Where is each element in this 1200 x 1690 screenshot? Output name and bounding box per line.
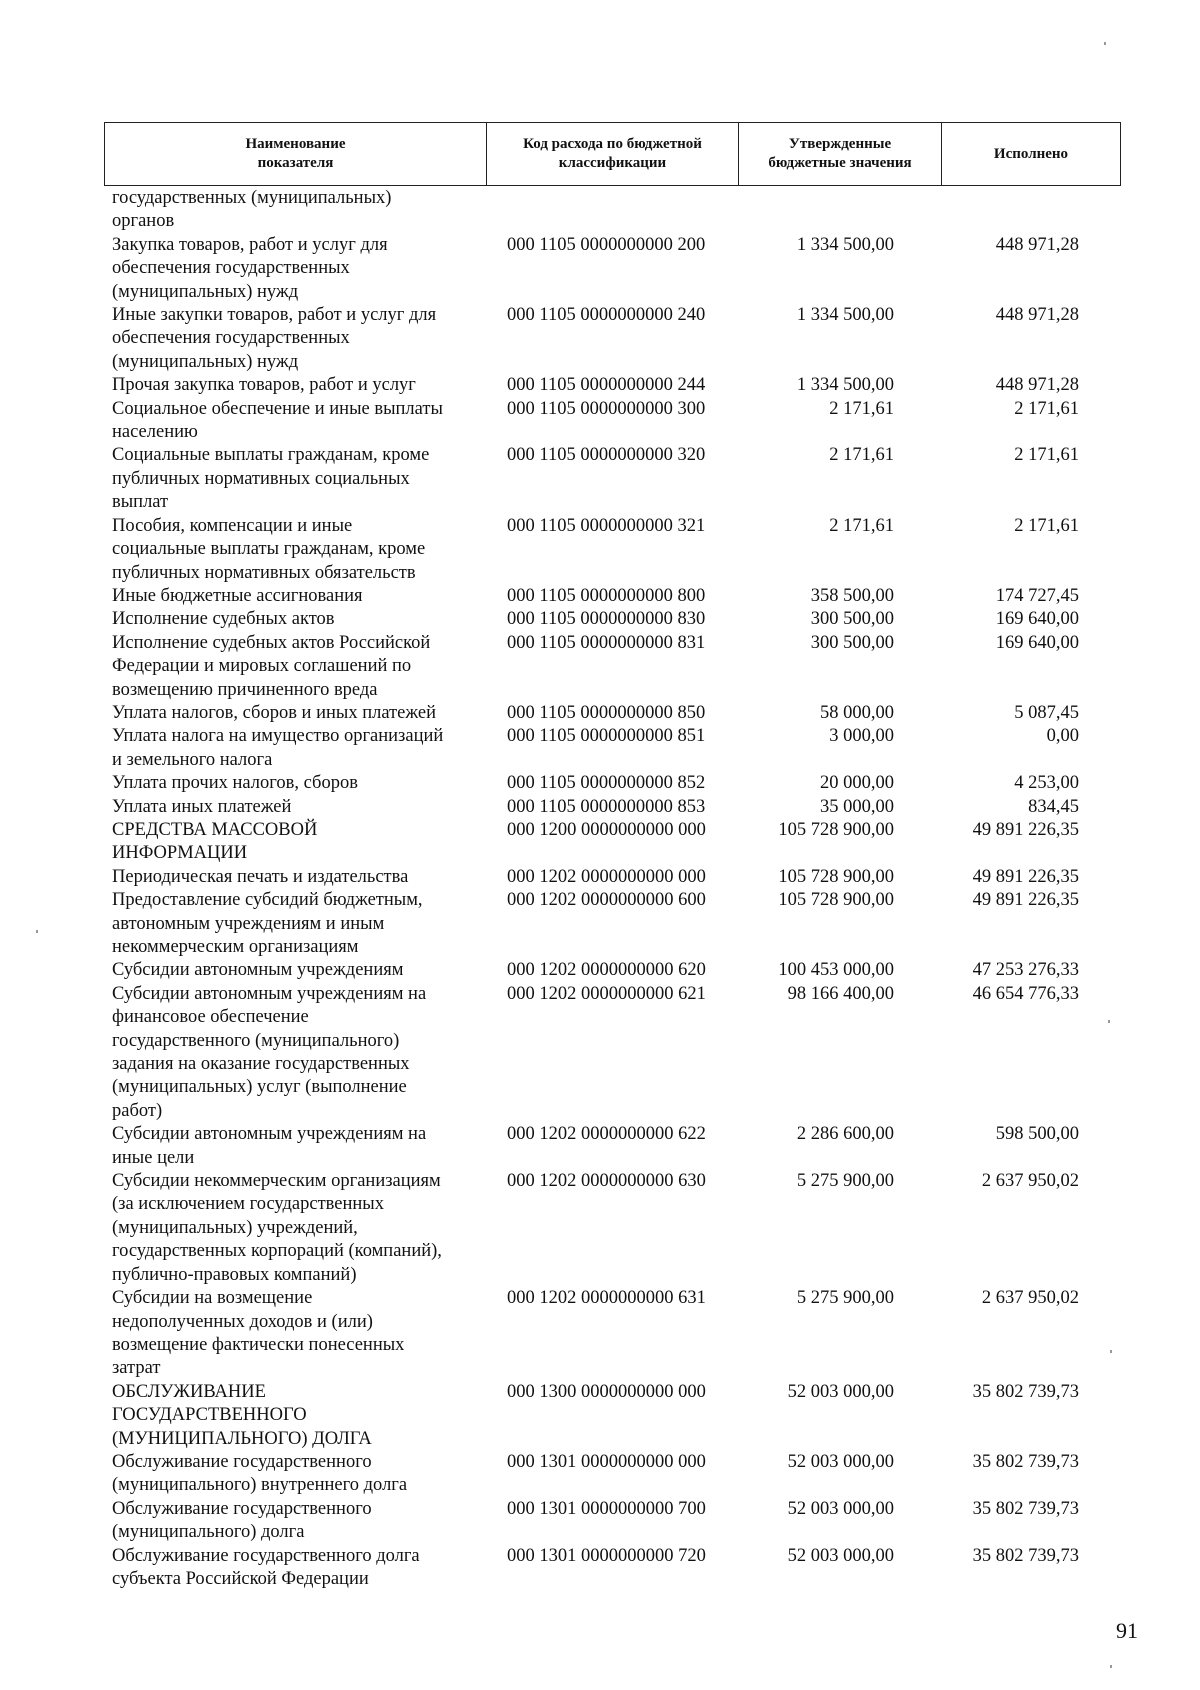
row-name-cell: государственных (муниципальных) органов [112,188,392,232]
row-name-cell: Прочая закупка товаров, работ и услуг [112,375,416,396]
row-approved-cell: 98 166 400,00 [787,983,894,1004]
row-name-cell: Пособия, компенсации и иные социальные выплаты гражданам, кроме публичных нормативных обязательств [112,515,426,583]
row-code-cell: 000 1301 0000000000 720 [507,1545,706,1566]
table-row [112,702,1122,725]
table-row [112,374,1122,397]
row-approved-cell: 52 003 000,00 [787,1498,894,1519]
row-approved-cell: 1 334 500,00 [796,375,894,396]
row-code-cell: 000 1105 0000000000 321 [507,515,706,536]
table-row [112,889,1122,959]
row-approved-cell: 105 728 900,00 [778,890,894,911]
scan-speck [1108,1020,1110,1023]
row-name-cell: Субсидии автономным учреждениям [112,960,404,981]
row-code-cell: 000 1105 0000000000 850 [507,702,706,723]
row-name-cell: Социальное обеспечение и иные выплаты населению [112,398,443,443]
table-row [112,398,1122,445]
row-executed-cell: 35 802 739,73 [972,1381,1079,1402]
table-row [112,1381,1122,1451]
row-code-cell: 000 1202 0000000000 630 [507,1171,706,1192]
row-name-cell: Иные бюджетные ассигнования [112,585,363,606]
row-executed-cell: 169 640,00 [995,609,1079,630]
row-code-cell: 000 1105 0000000000 831 [507,632,706,653]
row-code-cell: 000 1105 0000000000 800 [507,585,706,606]
table-row [112,1123,1122,1170]
row-code-cell: 000 1202 0000000000 621 [507,983,706,1004]
row-name-cell: Уплата налога на имущество организаций и земельного налога [112,726,444,770]
row-name-cell: Уплата прочих налогов, сборов [112,773,358,794]
row-code-cell: 000 1105 0000000000 200 [507,234,706,255]
row-executed-cell: 834,45 [1028,796,1079,817]
row-code-cell: 000 1300 0000000000 000 [507,1381,706,1402]
row-approved-cell: 105 728 900,00 [778,819,894,840]
row-code-cell: 000 1200 0000000000 000 [507,819,706,840]
row-code-cell: 000 1105 0000000000 300 [507,398,706,419]
scan-speck [1110,1350,1112,1353]
row-executed-cell: 4 253,00 [1014,773,1079,794]
row-executed-cell: 448 971,28 [995,234,1079,255]
row-executed-cell: 448 971,28 [995,305,1079,326]
row-approved-cell: 52 003 000,00 [787,1545,894,1566]
row-approved-cell: 35 000,00 [820,796,894,817]
row-approved-cell: 300 500,00 [810,632,894,653]
row-approved-cell: 52 003 000,00 [787,1381,894,1402]
row-code-cell: 000 1105 0000000000 851 [507,726,706,747]
scan-speck [1110,1665,1112,1668]
row-executed-cell: 2 171,61 [1014,515,1079,536]
row-executed-cell: 174 727,45 [995,585,1079,606]
row-code-cell: 000 1202 0000000000 600 [507,890,706,911]
row-name-cell: Закупка товаров, работ и услуг для обеспечения государственных (муниципальных) нужд [112,234,388,302]
row-executed-cell: 35 802 739,73 [972,1451,1079,1472]
scan-speck [1104,42,1106,45]
row-code-cell: 000 1105 0000000000 830 [507,609,706,630]
row-approved-cell: 100 453 000,00 [778,960,894,981]
row-code-cell: 000 1202 0000000000 631 [507,1288,706,1309]
header-executed-column: Исполнено [993,145,1069,162]
table-row [112,1451,1122,1498]
table-row [112,187,1122,234]
header-approved-column: Утвержденные бюджетные значения [739,123,942,185]
row-approved-cell: 20 000,00 [820,773,894,794]
row-code-cell: 000 1105 0000000000 240 [507,305,706,326]
row-approved-cell: 2 171,61 [829,515,894,536]
row-executed-cell: 35 802 739,73 [972,1498,1079,1519]
row-name-cell: Предоставление субсидий бюджетным, автономным учреждениям и иным некоммерческим организациям [112,890,423,957]
table-row [112,796,1122,819]
row-approved-cell: 52 003 000,00 [787,1451,894,1472]
table-row [112,632,1122,702]
header-code-column: Код расхода по бюджетной классификации [487,123,739,185]
row-executed-cell: 2 637 950,02 [981,1288,1079,1309]
row-executed-cell: 2 171,61 [1014,445,1079,466]
row-code-cell: 000 1301 0000000000 000 [507,1451,706,1472]
row-executed-cell: 35 802 739,73 [972,1545,1079,1566]
row-executed-cell: 49 891 226,35 [972,890,1079,911]
row-code-cell: 000 1105 0000000000 853 [507,796,706,817]
row-approved-cell: 2 171,61 [829,445,894,466]
page-number: 91 [1116,1618,1138,1643]
row-name-cell: Исполнение судебных актов [112,609,335,630]
table-header [104,122,1121,186]
row-approved-cell: 5 275 900,00 [796,1171,894,1192]
table-row [112,515,1122,585]
row-name-cell: Исполнение судебных актов Российской Федерации и мировых соглашений по возмещению причиненного вреда [112,632,431,700]
row-executed-cell: 448 971,28 [995,375,1079,396]
row-name-cell: Субсидии некоммерческим организациям (за исключением государственных (муниципальных) учреждений, государственных корпораций (компаний), публично-правовых компаний) [112,1171,442,1285]
row-approved-cell: 1 334 500,00 [796,305,894,326]
table-row [112,608,1122,631]
table-row [112,866,1122,889]
table-row [112,1545,1122,1592]
row-code-cell: 000 1202 0000000000 000 [507,866,706,887]
table-row [112,444,1122,514]
header-name-column: Наименование показателя [105,123,487,185]
table-row [112,959,1122,982]
row-executed-cell: 169 640,00 [995,632,1079,653]
budget-table-body [112,187,1122,1591]
row-executed-cell: 598 500,00 [995,1124,1079,1145]
row-name-cell: Субсидии на возмещение недополученных доходов и (или) возмещение фактически понесенных затрат [112,1288,405,1379]
table-row [112,1287,1122,1381]
table-row [112,304,1122,374]
table-row [112,234,1122,304]
row-executed-cell: 46 654 776,33 [972,983,1079,1004]
row-name-cell: СРЕДСТВА МАССОВОЙ ИНФОРМАЦИИ [112,819,318,864]
row-code-cell: 000 1105 0000000000 244 [507,375,706,396]
row-approved-cell: 2 286 600,00 [796,1124,894,1145]
table-row [112,983,1122,1123]
table-row [112,585,1122,608]
row-approved-cell: 358 500,00 [810,585,894,606]
row-name-cell: Обслуживание государственного (муниципального) внутреннего долга [112,1451,408,1496]
row-executed-cell: 2 637 950,02 [981,1171,1079,1192]
row-approved-cell: 58 000,00 [820,702,894,723]
scan-speck [36,930,38,933]
row-name-cell: Уплата налогов, сборов и иных платежей [112,702,437,723]
row-executed-cell: 49 891 226,35 [972,866,1079,887]
row-approved-cell: 2 171,61 [829,398,894,419]
row-executed-cell: 49 891 226,35 [972,819,1079,840]
row-executed-cell: 5 087,45 [1014,702,1079,723]
row-name-cell: Обслуживание государственного долга субъекта Российской Федерации [112,1545,420,1589]
row-executed-cell: 47 253 276,33 [972,960,1079,981]
row-executed-cell: 2 171,61 [1014,398,1079,419]
row-name-cell: Иные закупки товаров, работ и услуг для обеспечения государственных (муниципальных) нужд [112,305,437,372]
row-code-cell: 000 1202 0000000000 622 [507,1124,706,1145]
row-name-cell: Уплата иных платежей [112,796,292,817]
row-code-cell: 000 1301 0000000000 700 [507,1498,706,1519]
row-name-cell: ОБСЛУЖИВАНИЕ ГОСУДАРСТВЕННОГО (МУНИЦИПАЛЬНОГО) ДОЛГА [112,1381,372,1449]
row-approved-cell: 105 728 900,00 [778,866,894,887]
row-approved-cell: 300 500,00 [810,609,894,630]
row-name-cell: Социальные выплаты гражданам, кроме публичных нормативных социальных выплат [112,445,430,513]
table-row [112,819,1122,866]
row-code-cell: 000 1202 0000000000 620 [507,960,706,981]
table-row [112,725,1122,772]
row-code-cell: 000 1105 0000000000 320 [507,445,706,466]
row-name-cell: Субсидии автономным учреждениям на иные цели [112,1124,427,1168]
row-name-cell: Субсидии автономным учреждениям на финансовое обеспечение государственного (муниципального) задания на оказание государственных (муниципальных) услуг (выполнение работ) [112,983,427,1121]
row-approved-cell: 5 275 900,00 [796,1288,894,1309]
table-row [112,772,1122,795]
row-executed-cell: 0,00 [1046,726,1079,747]
table-row [112,1170,1122,1287]
table-row [112,1498,1122,1545]
row-name-cell: Периодическая печать и издательства [112,866,409,887]
row-approved-cell: 3 000,00 [829,726,894,747]
row-approved-cell: 1 334 500,00 [796,234,894,255]
row-name-cell: Обслуживание государственного (муниципального) долга [112,1498,372,1543]
row-code-cell: 000 1105 0000000000 852 [507,773,706,794]
